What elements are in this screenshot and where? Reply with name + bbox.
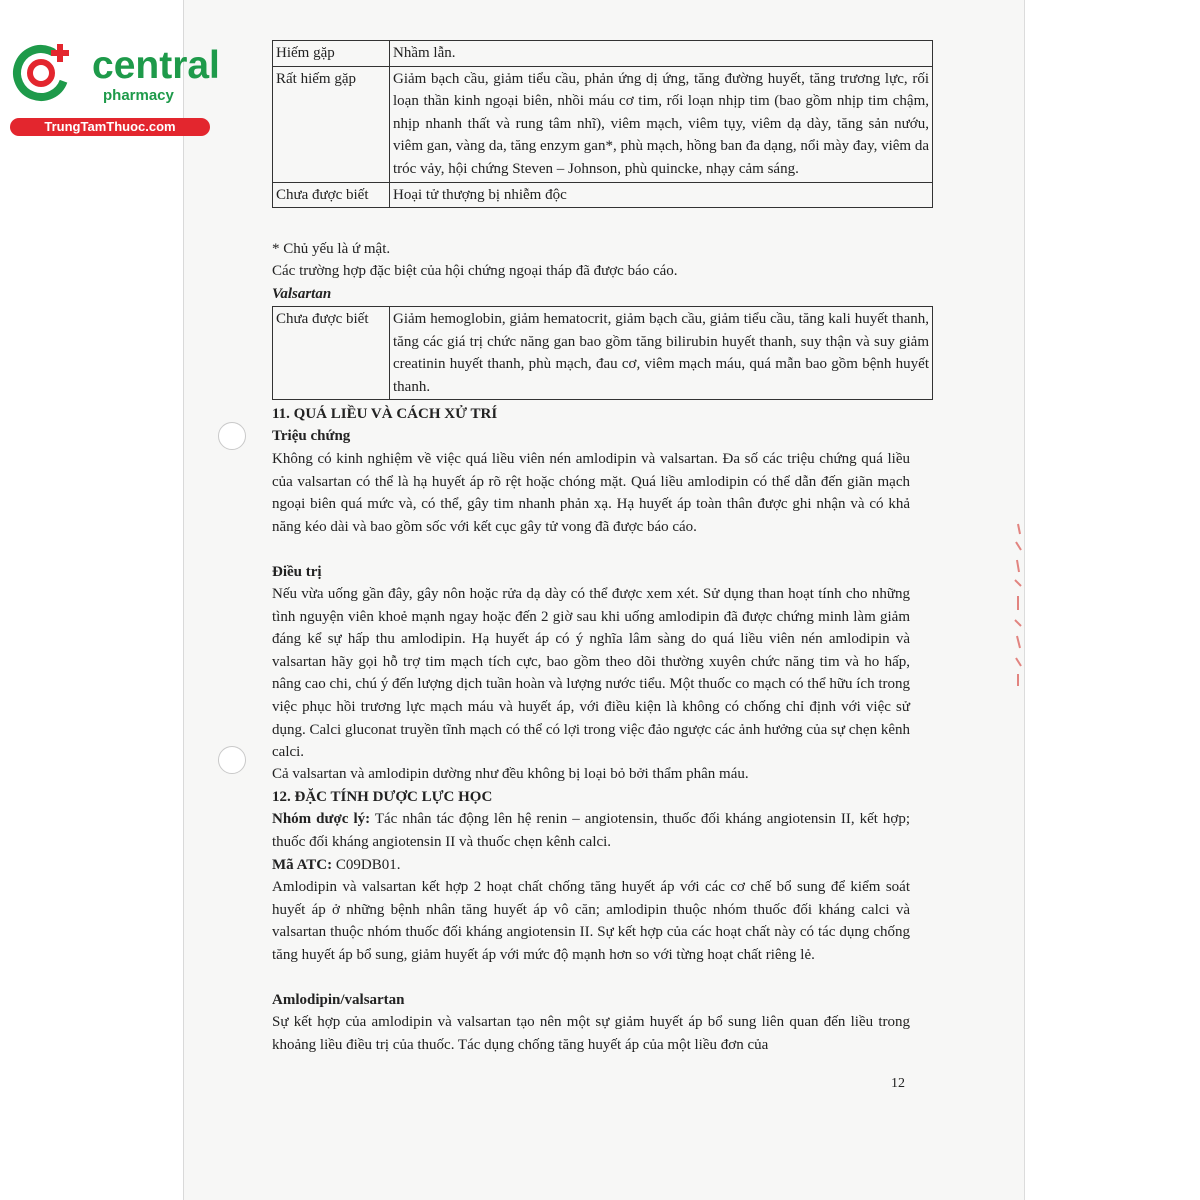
footnote: * Chủ yếu là ứ mật. xyxy=(272,241,391,257)
treatment-heading: Điều trị xyxy=(272,564,322,580)
page-number: 12 xyxy=(891,1076,905,1091)
atc-text: C09DB01. xyxy=(332,857,401,873)
punch-hole xyxy=(218,422,246,450)
punch-hole xyxy=(218,746,246,774)
symptoms-heading: Triệu chứng xyxy=(272,428,351,444)
group-label: Nhóm dược lý: xyxy=(272,811,371,827)
frequency-cell: Chưa được biết xyxy=(273,182,390,208)
table-row xyxy=(273,66,933,182)
symptoms-text: Không có kinh nghiệm về việc quá liều viên nén amlodipin và valsartan. Đa số các triệu chứng quá liều của valsartan có thể là hạ huyết áp rõ rệt hoặc chóng mặt. Quá liều amlodipin có thể dẫn đến giãn mạch ngoại biên quá mức và, có thể, gây tim nhanh phản xạ. Hạ huyết áp toàn thân được ghi nhận và có khả năng kéo dài và bao gồm sốc với kết cục gây tử vong đã được báo cáo. xyxy=(272,451,910,535)
frequency-cell: Rất hiếm gặp xyxy=(273,66,390,182)
combination-heading: Amlodipin/valsartan xyxy=(272,992,405,1008)
effects-cell: Giảm hemoglobin, giảm hematocrit, giảm bạch cầu, giảm tiểu cầu, tăng kali huyết thanh, tăng các giá trị chức năng gan bao gồm tăng bilirubin huyết thanh, suy thận và suy giảm creatinin huyết thanh, phù mạch, đau cơ, viêm mạch máu, quá mẫn bao gồm bệnh huyết thanh. xyxy=(390,307,933,400)
section-11-title: 11. QUÁ LIỀU VÀ CÁCH XỬ TRÍ xyxy=(272,406,498,422)
table-row xyxy=(273,307,933,400)
brand-tagline: pharmacy xyxy=(103,87,174,104)
logo-ring-icon xyxy=(10,42,72,104)
pharmacological-group xyxy=(272,808,910,853)
valsartan-label: Valsartan xyxy=(272,286,332,302)
group-text: Tác nhân tác động lên hệ renin – angiotensin, thuốc đối kháng angiotensin II, kết hợp; thuốc đối kháng angiotensin II và thuốc chẹn kênh calci. xyxy=(272,811,910,850)
effects-cell: Hoại tử thượng bị nhiễm độc xyxy=(390,182,933,208)
atc-label: Mã ATC: xyxy=(272,857,333,873)
section-12-title: 12. ĐẶC TÍNH DƯỢC LỰC HỌC xyxy=(272,789,493,805)
effects-cell: Nhầm lẫn. xyxy=(390,41,933,67)
atc-code xyxy=(272,854,400,877)
frequency-cell: Chưa được biết xyxy=(273,307,390,400)
brand-name: central xyxy=(92,44,220,87)
extrapyramidal-note: Các trường hợp đặc biệt của hội chứng ngoại tháp đã được báo cáo. xyxy=(272,263,678,279)
central-pharmacy-logo xyxy=(10,38,220,138)
table-row xyxy=(273,182,933,208)
brand-site: TrungTamThuoc.com xyxy=(10,118,210,136)
treatment-text: Nếu vừa uống gần đây, gây nôn hoặc rửa dạ dày có thể được xem xét. Sử dụng than hoạt tính cho những tình nguyện viên khoẻ mạnh ngay hoặc đến 2 giờ sau khi uống amlodipin đã được chứng minh làm giảm đáng kể sự hấp thu amlodipin. Hạ huyết áp có ý nghĩa lâm sàng do quá liều viên nén amlodipin và valsartan hãy gọi hỗ trợ tim mạch tích cực, bao gồm theo dõi thường xuyên chức năng tim và ho hấp, nâng cao chi, chú ý đến lượng dịch tuần hoàn và lượng nước tiểu. Một thuốc co mạch có thể hữu ích trong việc phục hồi trương lực mạch máu và huyết áp, với điều kiện là không có chống chỉ định với việc sử dụng. Calci gluconat truyền tĩnh mạch có thể có lợi trong việc đảo ngược các ảnh hưởng của sự chẹn kênh calci. xyxy=(272,586,910,761)
combination-text: Sự kết hợp của amlodipin và valsartan tạo nên một sự giảm huyết áp bổ sung liên quan đến liều trong khoảng liều điều trị của thuốc. Tác dụng chống tăng huyết áp của một liều đơn của xyxy=(272,1014,910,1053)
intro-text: Amlodipin và valsartan kết hợp 2 hoạt chất chống tăng huyết áp với các cơ chế bổ sung để kiểm soát huyết áp ở những bệnh nhân tăng huyết áp vô căn; amlodipin thuộc nhóm thuốc đối kháng calci và valsartan thuộc nhóm thuốc đối kháng angiotensin II. Sự kết hợp của các hoạt chất này có tác dụng chống tăng huyết áp bổ sung, giảm huyết áp với mức độ mạnh hơn so với từng hoạt chất riêng lẻ. xyxy=(272,879,910,963)
adverse-effects-table-valsartan xyxy=(272,306,933,400)
table-row xyxy=(273,41,933,67)
red-stamp-mark xyxy=(1008,520,1028,690)
effects-cell: Giảm bạch cầu, giảm tiểu cầu, phản ứng dị ứng, tăng đường huyết, tăng trương lực, rối loạn thần kinh ngoại biên, nhồi máu cơ tim, rối loạn nhịp tim (bao gồm nhịp tim chậm, nhịp nhanh thất và rung tâm nhĩ), viêm mạch, viêm tụy, viêm dạ dày, tăng sản nướu, viêm gan, vàng da, tăng enzym gan*, phù mạch, hồng ban đa dạng, nổi mày đay, viêm da tróc vảy, hội chứng Steven – Johnson, phù quincke, nhạy cảm sáng. xyxy=(390,66,933,182)
adverse-effects-table-amlodipine xyxy=(272,40,933,208)
dialysis-text: Cả valsartan và amlodipin dường như đều không bị loại bỏ bởi thẩm phân máu. xyxy=(272,766,749,782)
frequency-cell: Hiếm gặp xyxy=(273,41,390,67)
